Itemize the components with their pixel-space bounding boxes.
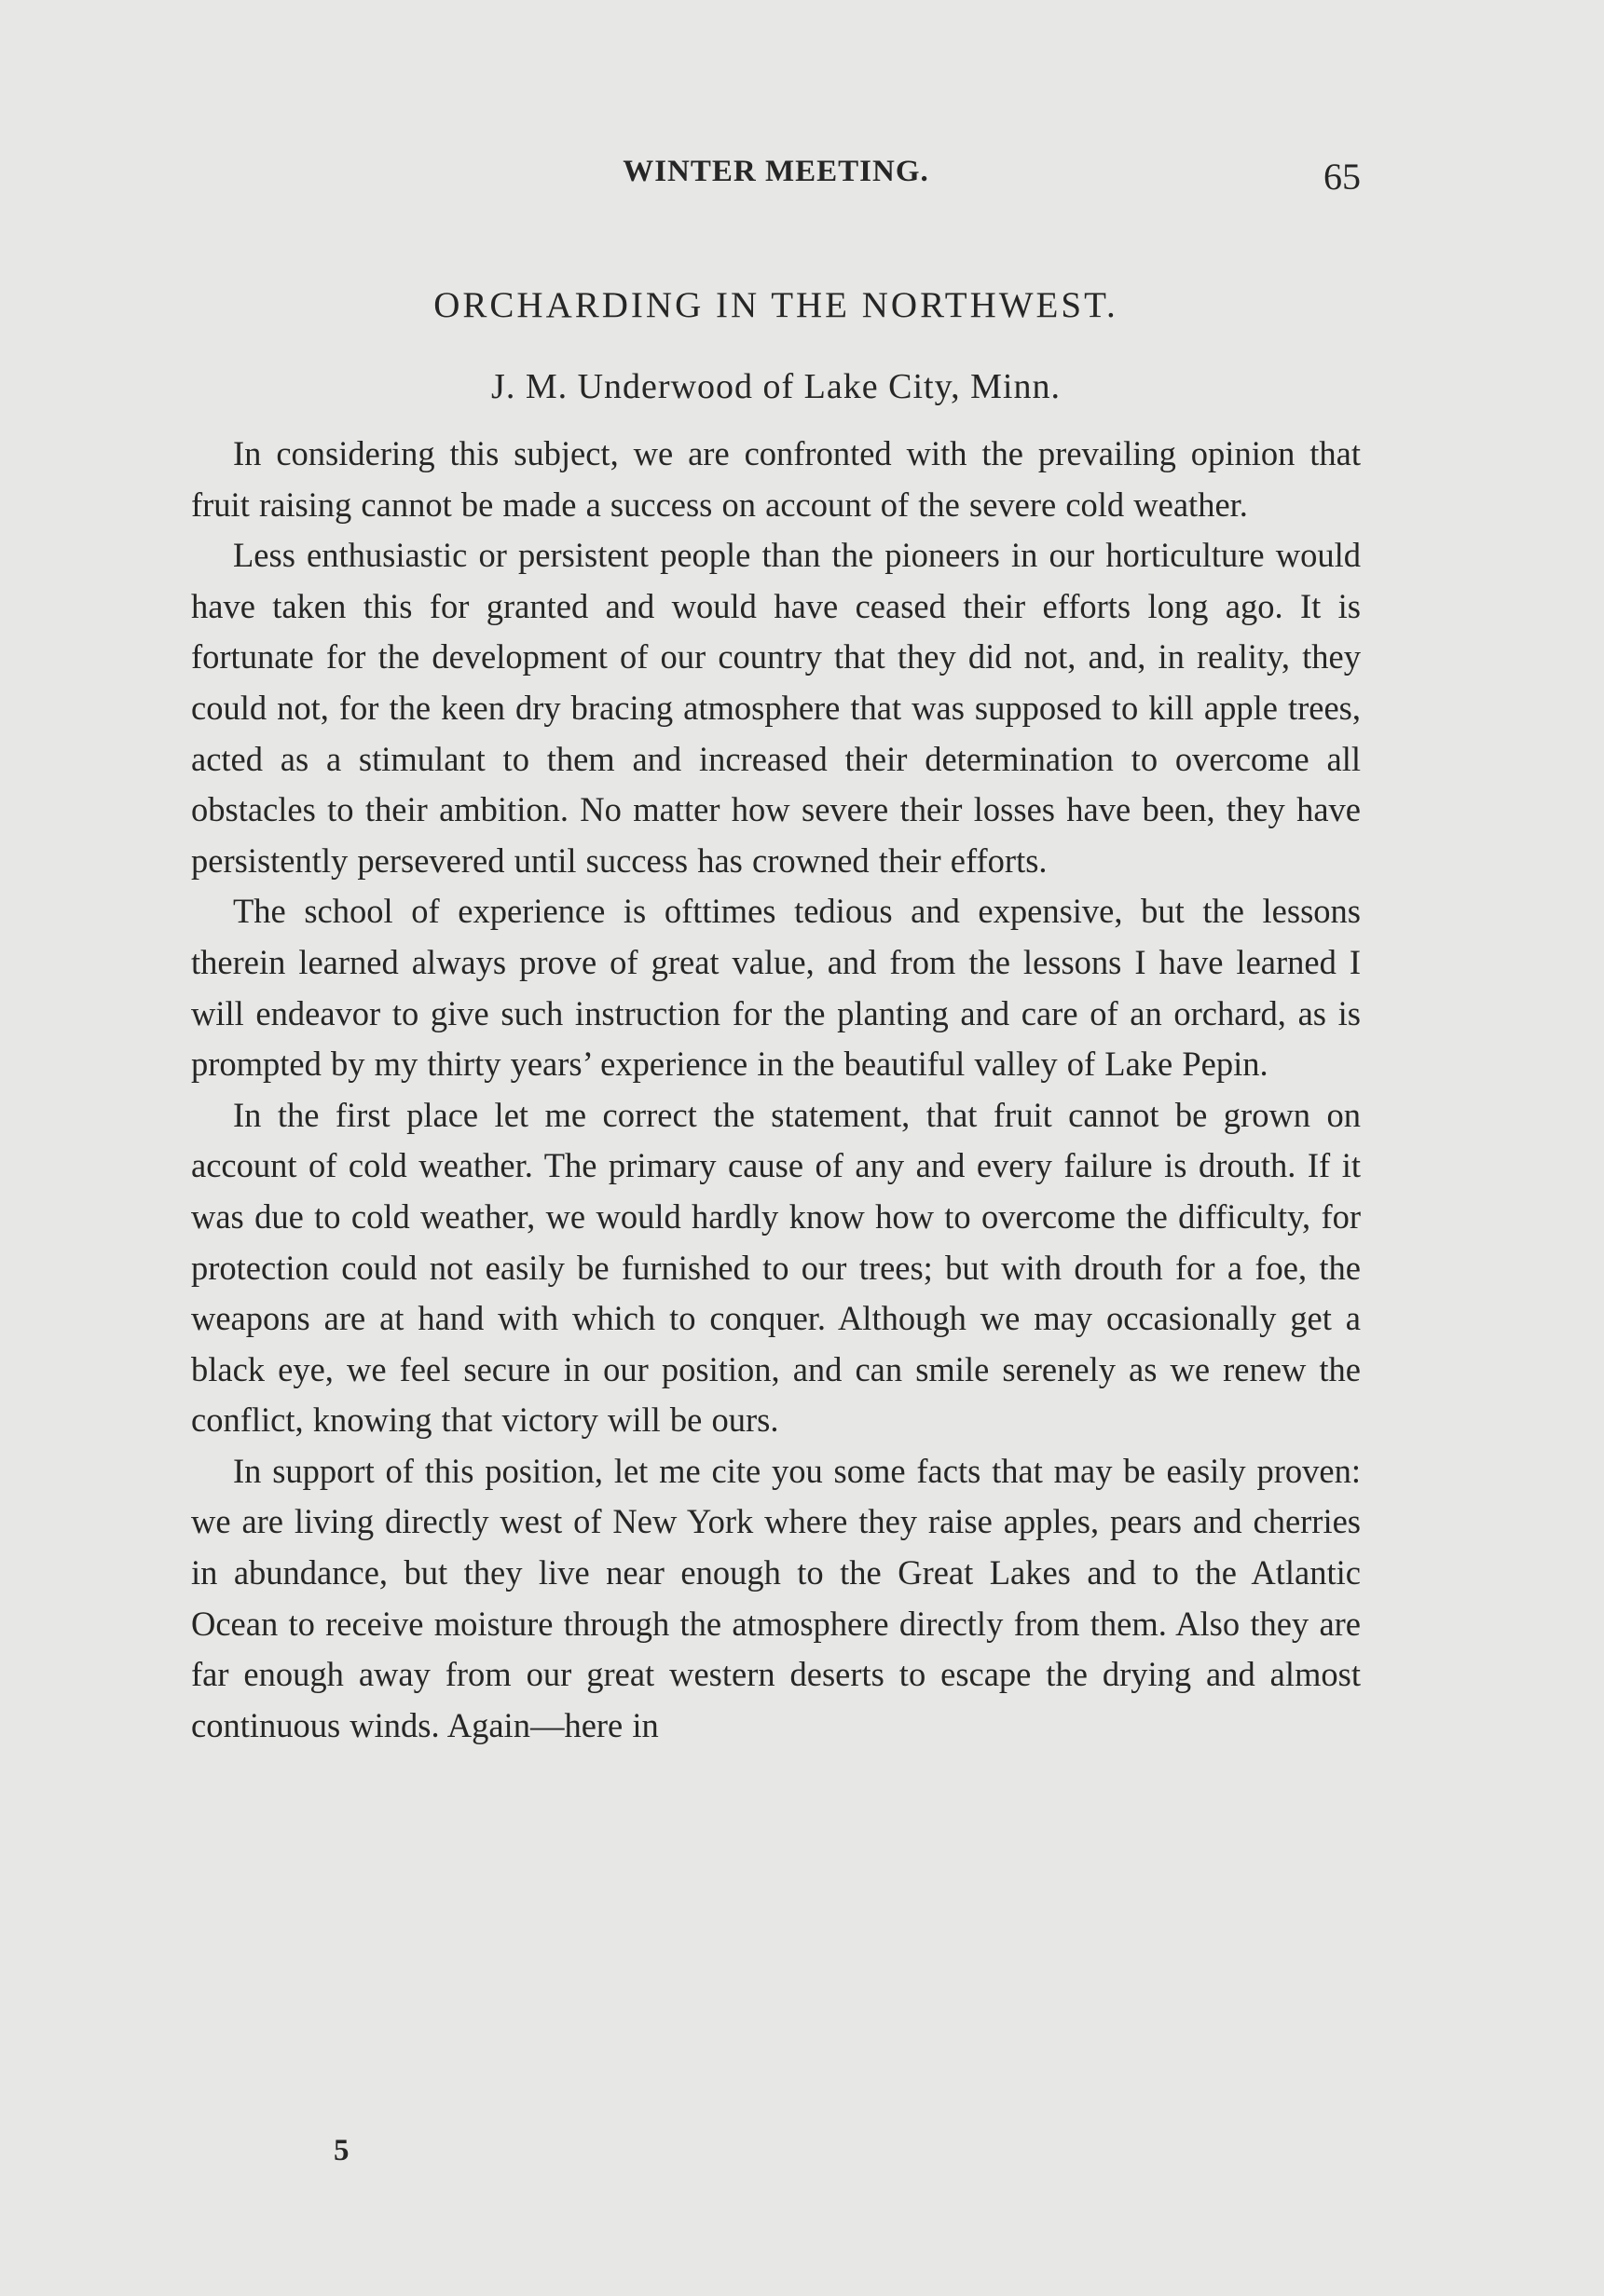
paragraph: In considering this subject, we are confronted with the prevailing opinion that fruit raising cannot be made a success on account of the severe cold weather. — [191, 434, 1361, 524]
paragraph: In the first place let me correct the statement, that fruit cannot be grown on account of cold weather. The primary cause of any and every failure is drouth. If it was due to cold weather, we would hardly know how to overcome the difficulty, for protection could not easily be furnished to our trees; but with drouth for a foe, the weapons are at hand with which to conquer. Although we may occasionally get a black eye, we feel secure in our position, and can smile serenely as we renew the conflict, knowing that victory will be ours. — [191, 1095, 1361, 1440]
paragraph: The school of experience is ofttimes tedious and expensive, but the lessons therein learned always prove of great value, and from the lessons I have learned I will endeavor to give such instruction for the planting and care of an orchard, as is prompted by my thirty years’ experience in the beautiful valley of Lake Pepin. — [191, 892, 1361, 1084]
running-head — [191, 155, 1361, 201]
article-byline: J. M. Underwood of Lake City, Minn. — [491, 367, 1061, 406]
article-title: ORCHARDING IN THE NORTHWEST. — [433, 285, 1118, 325]
paragraph: Less enthusiastic or persistent people than the pioneers in our horticulture would have taken this for granted and would have ceased their efforts long ago. It is fortunate for the development of our country that they did not, and, in reality, they could not, for the keen dry bracing atmosphere that was supposed to kill apple trees, acted as a stimulant to them and increased their determination to overcome all obstacles to their ambition. No matter how severe their losses have been, they have persistently persevered until success has crowned their efforts. — [191, 536, 1361, 880]
paragraph: In support of this position, let me cite you some facts that may be easily proven: we are living directly west of New York where they raise apples, pears and cherries in abundance, but they live near enough to the Great Lakes and to the Atlantic Ocean to receive moisture through the atmosphere directly from them. Also they are far enough away from our great western deserts to escape the drying and almost continuous winds. Again—here in — [191, 1451, 1361, 1744]
page-number: 65 — [1323, 156, 1361, 198]
running-title: WINTER MEETING. — [623, 155, 929, 188]
article-body — [191, 429, 1361, 1751]
signature-mark: 5 — [334, 2134, 350, 2167]
